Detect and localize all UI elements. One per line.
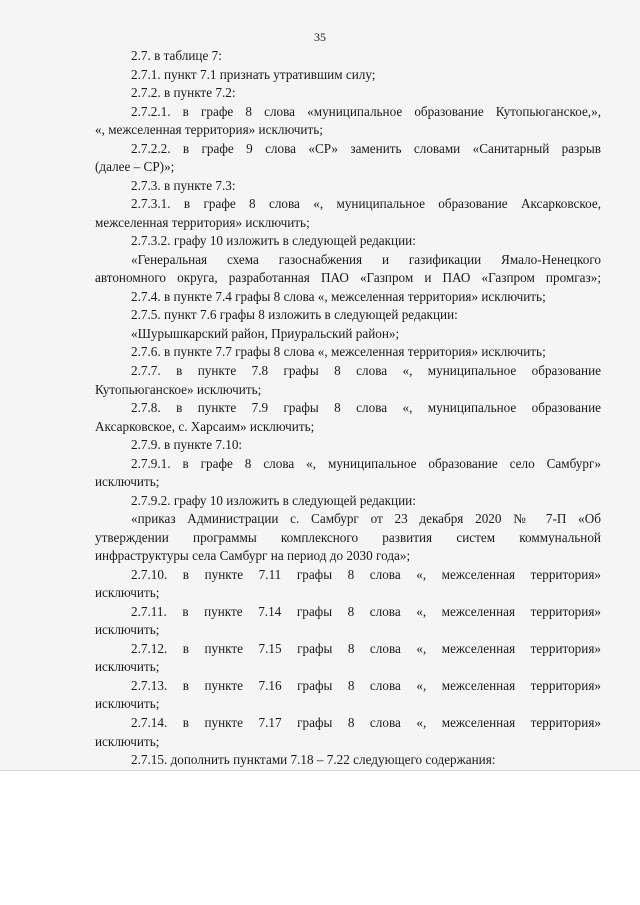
text-line: «, межселенная территория» исключить;	[95, 122, 323, 138]
text-line: 2.7.5. пункт 7.6 графы 8 изложить в следующей редакции:	[131, 307, 458, 323]
text-line: Аксарковское, с. Харсаим» исключить;	[95, 418, 315, 434]
text-line: исключить;	[95, 585, 160, 601]
text-line: исключить;	[95, 733, 160, 749]
text-line: «приказ Администрации с. Самбург от 23 декабря 2020 № 7-П «Об	[131, 511, 601, 527]
text-line: исключить;	[95, 622, 160, 638]
text-line: инфраструктуры села Самбург на период до 2030 года»;	[95, 548, 411, 564]
text-line: «Генеральная схема газоснабжения и газификации Ямало-Ненецкого	[131, 251, 601, 267]
text-line: 2.7.1. пункт 7.1 признать утратившим силу;	[131, 66, 376, 82]
text-line: «Шурышкарский район, Приуральский район»;	[131, 325, 400, 341]
text-line: исключить;	[95, 696, 160, 712]
text-line: 2.7.10. в пункте 7.11 графы 8 слова «, межселенная территория»	[131, 566, 601, 582]
text-line: исключить;	[95, 474, 160, 490]
page-number: 35	[314, 30, 326, 44]
text-line: утверждении программы комплексного развития систем коммунальной	[95, 529, 601, 545]
text-line: 2.7.4. в пункте 7.4 графы 8 слова «, межселенная территория» исключить;	[131, 288, 546, 304]
text-line: межселенная территория» исключить;	[95, 214, 310, 230]
text-line: 2.7.3. в пункте 7.3:	[131, 177, 236, 193]
text-line: (далее – СР)»;	[95, 159, 175, 175]
text-line: 2.7.11. в пункте 7.14 графы 8 слова «, межселенная территория»	[131, 603, 601, 619]
text-line: Кутопьюганское» исключить;	[95, 381, 262, 397]
text-line: 2.7.9. в пункте 7.10:	[131, 437, 243, 453]
text-line: 2.7.8. в пункте 7.9 графы 8 слова «, муниципальное образование	[131, 400, 601, 415]
text-line: 2.7.2. в пункте 7.2:	[131, 85, 236, 101]
text-line: автономного округа, разработанная ПАО «Газпром и ПАО «Газпром промгаз»;	[95, 270, 601, 286]
text-line: 2.7. в таблице 7:	[131, 48, 222, 63]
text-line: 2.7.2.2. в графе 9 слова «СР» заменить словами «Санитарный разрыв	[131, 140, 601, 156]
text-line: 2.7.15. дополнить пунктами 7.18 – 7.22 следующего содержания:	[131, 752, 496, 767]
text-line: 2.7.3.1. в графе 8 слова «, муниципальное образование Аксарковское,	[131, 196, 601, 212]
text-line: 2.7.7. в пункте 7.8 графы 8 слова «, муниципальное образование	[131, 362, 601, 378]
text-line: 2.7.12. в пункте 7.15 графы 8 слова «, межселенная территория»	[131, 640, 601, 656]
text-line: исключить;	[95, 659, 160, 675]
text-line: 2.7.9.2. графу 10 изложить в следующей редакции:	[131, 492, 416, 508]
text-line: 2.7.6. в пункте 7.7 графы 8 слова «, межселенная территория» исключить;	[131, 344, 546, 360]
text-line: 2.7.2.1. в графе 8 слова «муниципальное образование Кутопьюганское,»,	[131, 103, 601, 119]
text-line: 2.7.13. в пункте 7.16 графы 8 слова «, межселенная территория»	[131, 677, 601, 693]
text-line: 2.7.14. в пункте 7.17 графы 8 слова «, межселенная территория»	[131, 714, 601, 730]
text-line: 2.7.3.2. графу 10 изложить в следующей редакции:	[131, 233, 416, 249]
text-line: 2.7.9.1. в графе 8 слова «, муниципальное образование село Самбург»	[131, 455, 601, 471]
